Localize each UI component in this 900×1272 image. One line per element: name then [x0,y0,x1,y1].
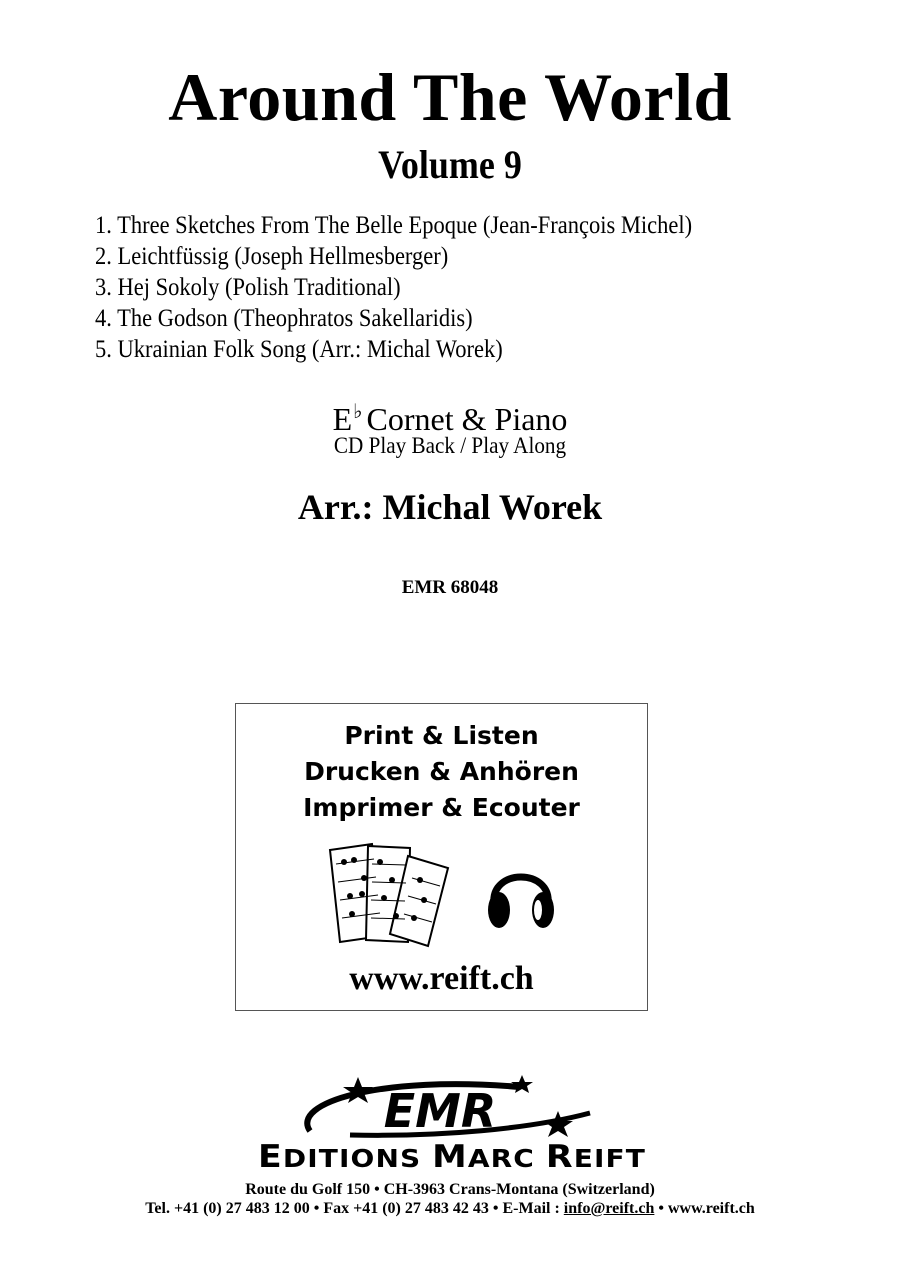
sheet-music-icon [328,838,458,948]
publisher-name-part: R [545,1139,574,1175]
flat-sign: ♭ [353,401,363,423]
piece-item: 1. Three Sketches From The Belle Epoque (Jean-François Michel) [95,212,693,239]
promo-line-en: Print & Listen [344,721,539,750]
key-letter: E [332,401,353,437]
promo-url[interactable]: www.reift.ch [349,960,534,997]
publisher-name [210,1139,694,1175]
piece-item: 5. Ukrainian Folk Song (Arr.: Michal Worek) [95,336,503,363]
cd-line: CD Play Back / Play Along [333,433,567,458]
publisher-name-part: EIFT [573,1144,646,1173]
email-link[interactable]: info@reift.ch [563,1200,655,1217]
headphones-icon [486,854,556,936]
piece-item: 2. Leichtfüssig (Joseph Hellmesberger) [95,243,449,270]
promo-line-fr: Imprimer & Ecouter [303,793,580,822]
cover-title: Around The World [168,59,732,135]
arranger: Arr.: Michal Worek [297,487,603,527]
publisher-address: Route du Golf 150 • CH-3963 Crans-Montana (Switzerland) [245,1181,655,1198]
piece-item: 4. The Godson (Theophratos Sakellaridis) [95,305,473,332]
instrumentation-rest: Cornet & Piano [366,401,568,437]
catalog-code: EMR 68048 [401,577,499,598]
publisher-name-part: DITIONS [282,1144,433,1173]
publisher-contact [0,1199,900,1219]
contact-website[interactable]: • www.reift.ch [654,1200,755,1217]
piece-list [95,210,875,365]
volume-subtitle: Volume 9 [378,142,522,187]
publisher-name-part: E [258,1139,283,1175]
emr-logo [290,1073,610,1143]
print-listen-box [235,703,648,1011]
piece-item: 3. Hej Sokoly (Polish Traditional) [95,274,401,301]
publisher-name-part: M [432,1139,468,1175]
promo-line-de: Drucken & Anhören [304,757,579,786]
contact-phone-fax: Tel. +41 (0) 27 483 12 00 • Fax +41 (0) 27 483 42 43 • E-Mail : [145,1200,564,1217]
publisher-name-part: ARC [467,1144,546,1173]
logo-text: EMR [383,1084,497,1138]
